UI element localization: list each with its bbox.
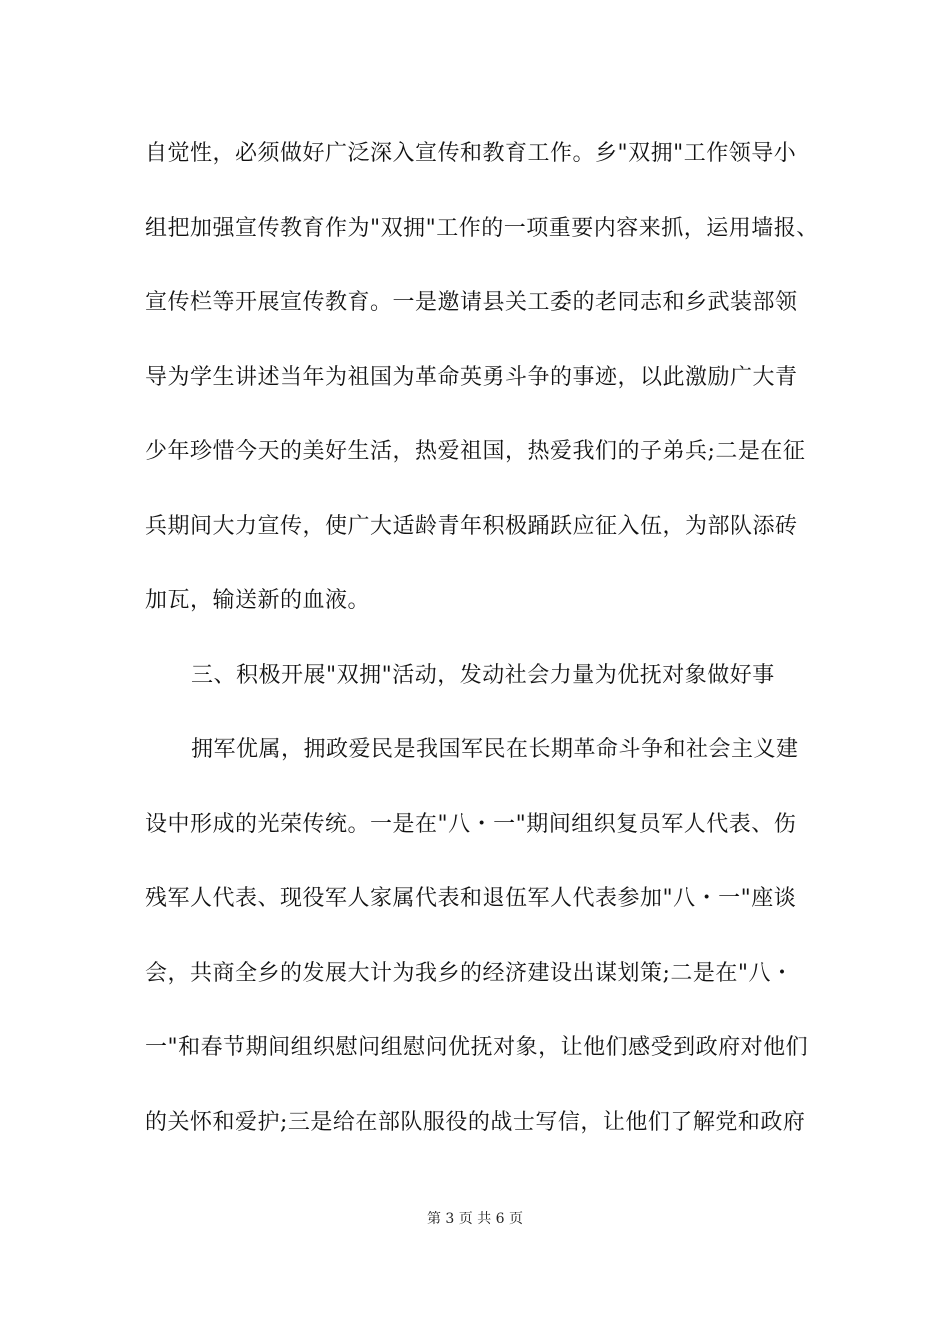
text-line: 加瓦，输送新的血液。 [145,588,371,613]
text-line: 残军人代表、现役军人家属代表和退伍军人代表参加"八・一"座谈 [145,886,797,911]
text-line: 会，共商全乡的发展大计为我乡的经济建设出谋划策;二是在"八・ [145,960,794,986]
section-heading: 三、积极开展"双拥"活动，发动社会力量为优抚对象做好事 [191,662,775,688]
text-line: 的关怀和爱护;三是给在部队服役的战士写信，让他们了解党和政府 [145,1109,806,1135]
page-number-footer: 第 3 页 共 6 页 [426,1211,524,1227]
text-line: 宣传栏等开展宣传教育。一是邀请县关工委的老同志和乡武装部领 [145,290,798,315]
text-line: 组把加强宣传教育作为"双拥"工作的一项重要内容来抓，运用墙报、 [145,215,819,241]
text-line: 导为学生讲述当年为祖国为革命英勇斗争的事迹，以此激励广大青 [145,364,798,390]
text-line: 自觉性，必须做好广泛深入宣传和教育工作。乡"双拥"工作领导小 [145,141,797,166]
document-body [145,132,825,1175]
text-line: 一"和春节期间组织慰问组慰问优抚对象，让他们感受到政府对他们 [145,1035,809,1060]
text-line: 兵期间大力宣传，使广大适龄青年积极踊跃应征入伍，为部队添砖 [145,513,798,539]
paragraph-start-line: 拥军优属，拥政爱民是我国军民在长期革命斗争和社会主义建 [191,737,799,762]
text-line: 设中形成的光荣传统。一是在"八・一"期间组织复员军人代表、伤 [145,811,797,837]
text-line: 少年珍惜今天的美好生活，热爱祖国，热爱我们的子弟兵;二是在征 [145,439,806,464]
